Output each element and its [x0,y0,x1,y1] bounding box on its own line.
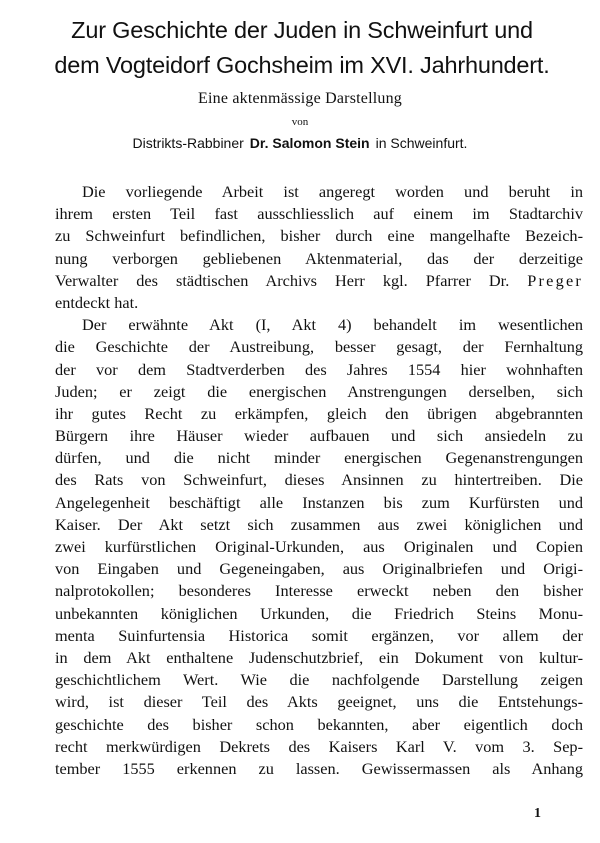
text-line: von Eingaben und Gegeneingaben, aus Originalbriefen und Origi- [55,559,583,579]
paragraph-1 [55,181,583,314]
text-line [55,270,583,292]
paragraph-2 [55,314,583,780]
text-line: des Rats von Schweinfurt, dieses Ansinnen zu hintertreiben. Die [55,470,583,490]
text-line: entdeckt hat. [55,292,139,312]
text-line: Der erwähnte Akt (I, Akt 4) behandelt im wesentlichen [82,315,583,335]
spaced-name: Preger [527,270,583,290]
text-line: Juden; er zeigt die energischen Anstrengungen derselben, sich [55,381,583,401]
title-line-1: Zur Geschichte der Juden in Schweinfurt und [71,17,533,43]
text-segment: Verwalter des städtischen Archivs Herr kgl. Pfarrer Dr. [55,270,510,290]
text-line: Angelegenheit beschäftigt alle Instanzen bis zum Kurfürsten und [55,492,583,512]
text-line: unbekannten königlichen Urkunden, die Friedrich Steins Monu- [55,603,583,623]
text-line: nung verborgen gebliebenen Aktenmaterial, das der derzeitige [55,248,583,268]
text-line: recht merkwürdigen Dekrets des Kaisers Karl V. vom 3. Sep- [55,736,583,756]
text-line: Kaiser. Der Akt setzt sich zusammen aus zwei königlichen und [55,514,583,534]
text-line: wird, ist dieser Teil des Akts geeignet, uns die Entstehungs- [55,692,583,712]
text-line: zwei kurfürstlichen Original-Urkunden, aus Originalen und Copien [55,537,583,556]
author-name: Dr. Salomon Stein [249,135,370,151]
text-line: der vor dem Stadtverderben des Jahres 1554 hier wohnhaften [55,359,583,379]
text-line: zu Schweinfurt befindlichen, bisher durch eine mangelhafte Bezeich- [55,226,583,246]
author-line [0,133,600,153]
text-line: ihr gutes Recht zu erkämpfen, gleich den übrigen abgebrannten [55,403,583,423]
subtitle: Eine aktenmässige Darstellung [198,90,402,107]
text-line: geschichtlichem Wert. Wie die nachfolgende Darstellung zeigen [55,670,583,690]
text-line: die Geschichte der Austreibung, besser gesagt, der Fernhaltung [55,337,583,357]
author-location: in Schweinfurt. [375,135,468,151]
title-line-2: dem Vogteidorf Gochsheim im XVI. Jahrhundert. [54,52,550,78]
text-line: ihrem ersten Teil fast ausschliesslich auf einem im Stadtarchiv [55,204,583,224]
text-line: dürfen, und die nicht minder energischen Gegenanstrengungen [55,448,583,468]
byline-von: von [291,116,309,128]
body-text [55,181,583,780]
text-line: Die vorliegende Arbeit ist angeregt worden und beruht in [82,182,583,201]
text-line: menta Suinfurtensia Historica somit ergänzen, vor allem der [55,625,583,645]
text-line: Bürgern ihre Häuser wieder aufbauen und sich ansiedeln zu [55,426,583,446]
page-number: 1 [534,806,541,821]
text-line: tember 1555 erkennen zu lassen. Gewissermassen als Anhang [55,758,583,778]
text-line: nalprotokollen; besonderes Interesse erweckt neben den bisher [55,581,583,601]
author-prefix: Distrikts-Rabbiner [132,135,244,151]
text-line: in dem Akt enthaltene Judenschutzbrief, ein Dokument von kultur- [55,647,583,667]
text-line: geschichte des bisher schon bekannten, aber eigentlich doch [55,714,583,734]
